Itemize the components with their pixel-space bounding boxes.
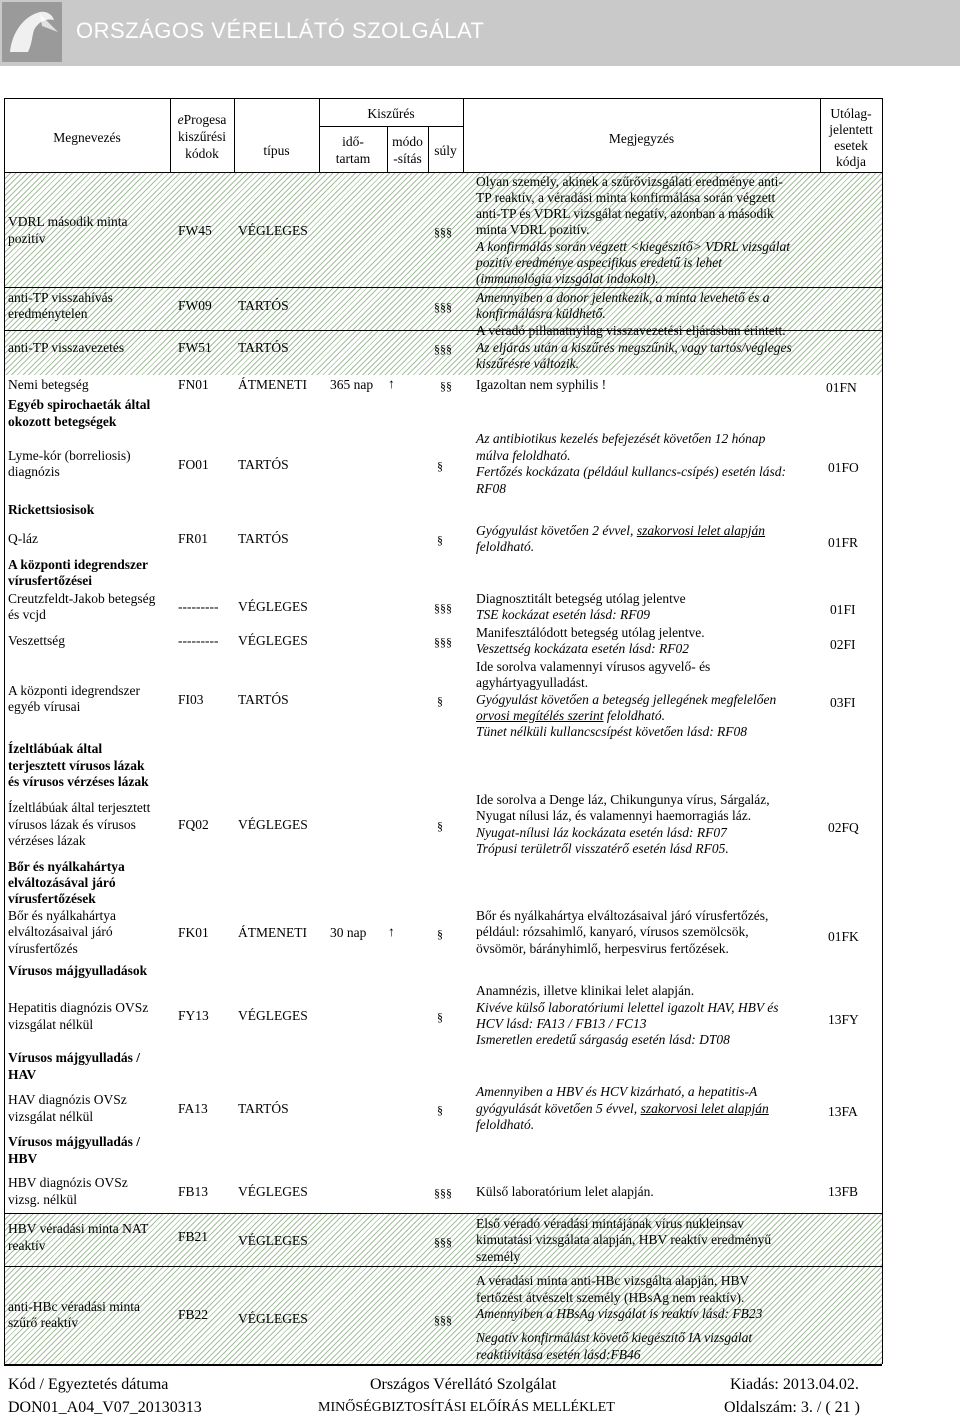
section-sign-icon: §§§ xyxy=(434,601,452,615)
header-title: ORSZÁGOS VÉRELLÁTÓ SZOLGÁLAT xyxy=(76,18,485,43)
table-top-border xyxy=(4,98,882,99)
col-header-notes: Megjegyzés xyxy=(608,131,675,146)
col-header-type: típus xyxy=(263,143,290,158)
col-border xyxy=(882,98,883,1364)
col-header-modification: -sítás xyxy=(393,151,422,166)
col-border xyxy=(234,98,235,172)
section-sign-icon: §§§ xyxy=(434,342,452,356)
kiszures-sub-border xyxy=(319,126,463,127)
arrow-up-icon: ↑ xyxy=(388,376,395,391)
col-header-eprogesa: kódok xyxy=(185,146,219,161)
col-header-name: Megnevezés xyxy=(53,130,121,145)
col-header-eprogesa: kiszűrési xyxy=(178,129,226,144)
section-sign-icon: §§§ xyxy=(434,1235,452,1249)
col-header-duration: tartam xyxy=(335,151,371,166)
section-sign-icon: §§§ xyxy=(434,1186,452,1200)
section-sign-icon: §§§ xyxy=(434,1313,452,1327)
col-header-duration: idő- xyxy=(342,134,364,149)
section-sign-icon: §§ xyxy=(440,379,452,393)
col-header-weight: súly xyxy=(434,143,457,158)
footer-code-label: Kód / Egyeztetés dátuma xyxy=(8,1376,169,1393)
section-sign-icon: §§§ xyxy=(434,635,452,649)
col-header-eprogesa: eProgesa xyxy=(177,112,227,127)
section-sign-icon: § xyxy=(437,927,443,941)
footer-page-number: Oldalszám: 3. / ( 21 ) xyxy=(724,1399,860,1416)
page-header xyxy=(0,0,960,66)
section-sign-icon: §§§ xyxy=(434,225,452,239)
footer-document-type: MINŐSÉGBIZTOSÍTÁSI ELŐÍRÁS MELLÉKLET xyxy=(318,1400,615,1415)
section-sign-icon: § xyxy=(437,1010,443,1024)
table-bottom-border xyxy=(4,1364,882,1365)
col-header-report-code: kódja xyxy=(836,154,866,169)
section-sign-icon: § xyxy=(437,694,443,708)
section-sign-icon: § xyxy=(437,459,443,473)
col-header-report-code: Utólag- xyxy=(830,106,872,121)
col-header-kiszures: Kiszűrés xyxy=(367,106,415,121)
section-sign-icon: § xyxy=(437,819,443,833)
col-border xyxy=(4,98,5,1364)
footer-issue-date: Kiadás: 2013.04.02. xyxy=(730,1376,859,1393)
header-bottom-border xyxy=(4,172,882,173)
footer-document-code: DON01_A04_V07_20130313 xyxy=(8,1399,202,1416)
arrow-up-icon: ↑ xyxy=(388,924,395,939)
section-sign-icon: § xyxy=(437,533,443,547)
col-header-report-code: esetek xyxy=(834,138,868,153)
section-sign-icon: § xyxy=(437,1103,443,1117)
pelican-logo-icon xyxy=(2,2,62,62)
col-header-modification: módo xyxy=(392,134,423,149)
section-sign-icon: §§§ xyxy=(434,300,452,314)
footer-organization: Országos Vérellátó Szolgálat xyxy=(370,1376,557,1393)
col-header-report-code: jelentett xyxy=(829,122,873,137)
